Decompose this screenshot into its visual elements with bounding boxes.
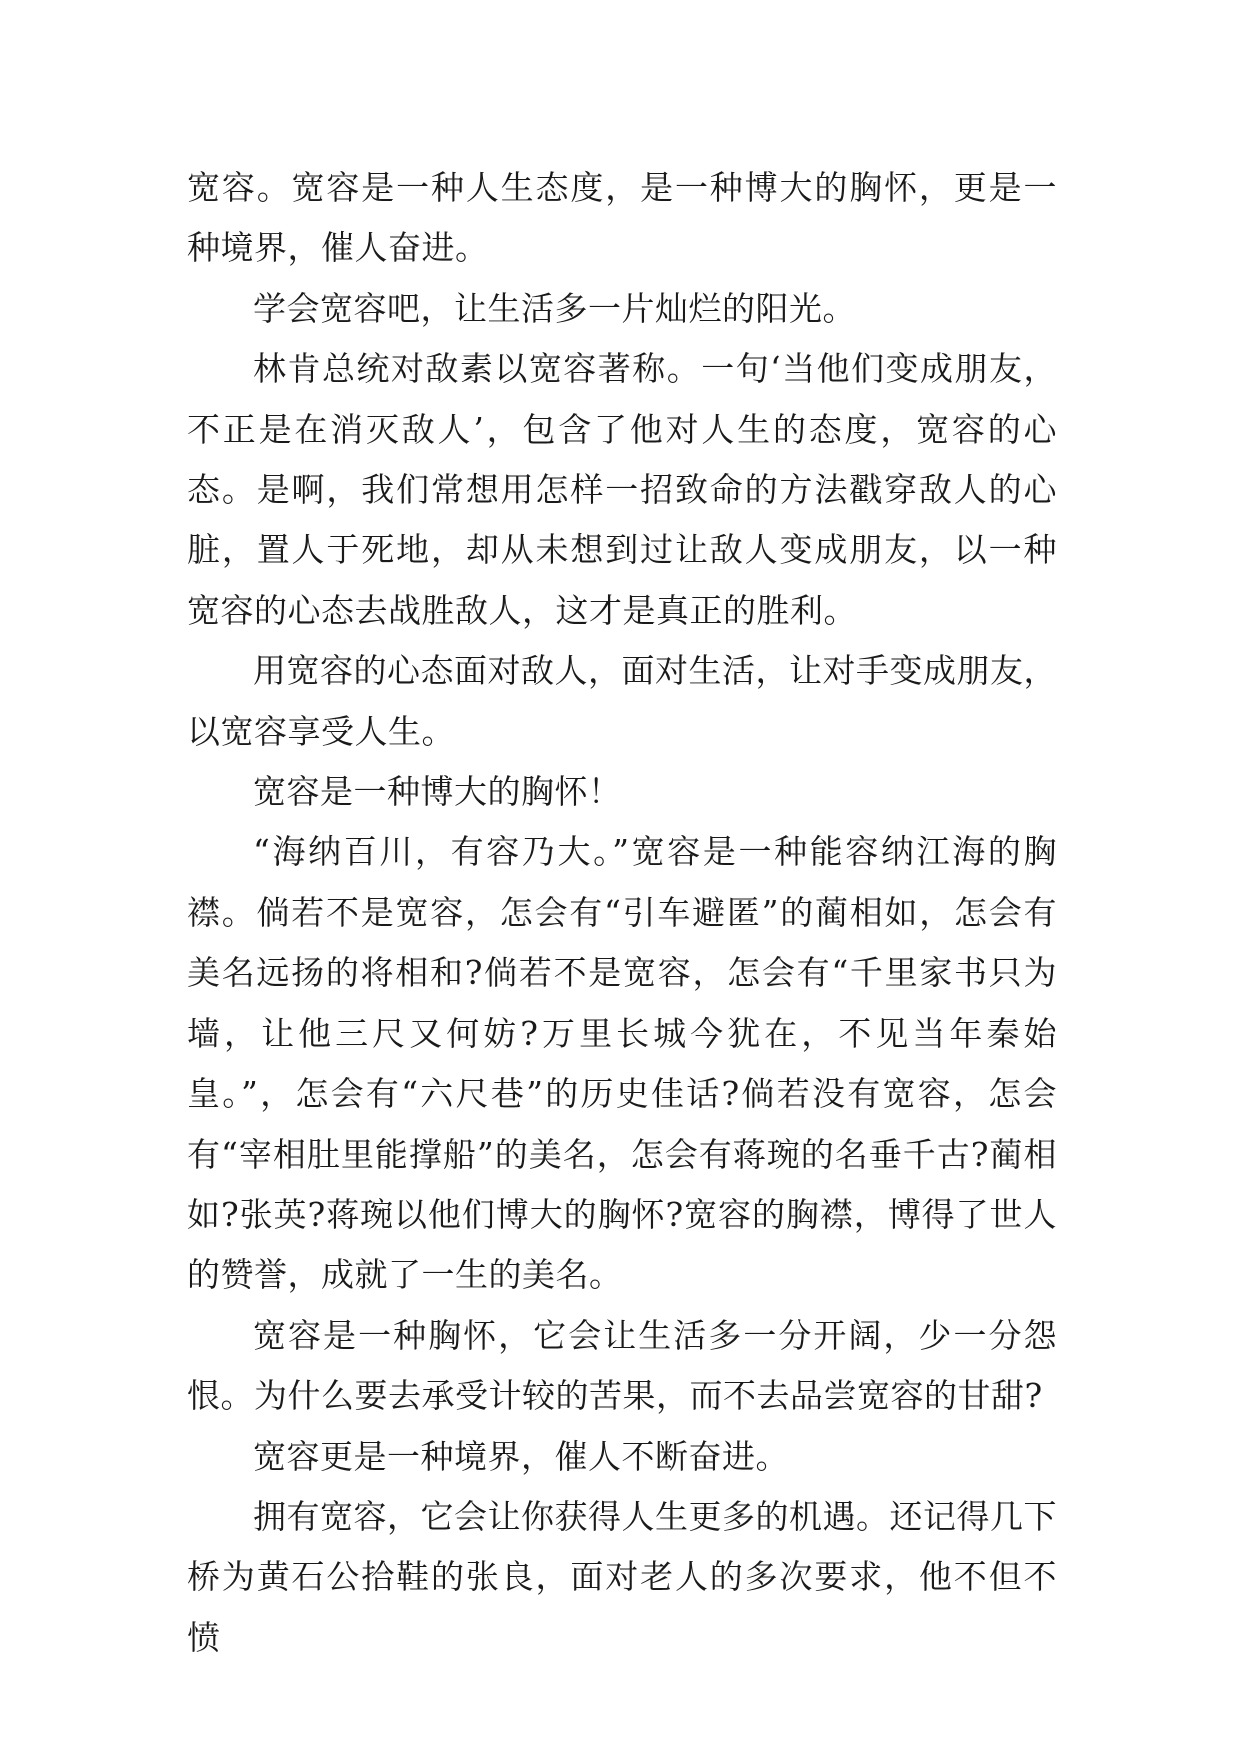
paragraph-2: 学会宽容吧，让生活多一片灿烂的阳光。 <box>253 288 856 328</box>
paragraph-9: 拥有宽容，它会让你获得人生更多的机遇。还记得几下桥为黄石公拾鞋的张良，面对老人的多次要求，他不但不愤 <box>187 1496 1057 1657</box>
paragraph-3: 林肯总统对敌素以宽容著称。一句‘当他们变成朋友，不正是在消灭敌人’，包含了他对人生的态度，宽容的心态。是啊，我们常想用怎样一招致命的方法戳穿敌人的心脏，置人于死地，却从未想到过让敌人变成朋友，以一种宽容的心态去战胜敌人，这才是真正的胜利。 <box>187 349 1057 630</box>
paragraph-4: 用宽容的心态面对敌人，面对生活，让对手变成朋友，以宽容享受人生。 <box>187 651 1057 751</box>
paragraph-1: 宽容。宽容是一种人生态度，是一种博大的胸怀，更是一种境界，催人奋进。 <box>187 168 1057 268</box>
paragraph-6: “海纳百川，有容乃大。”宽容是一种能容纳江海的胸襟。倘若不是宽容，怎会有“引车避匿”的蔺相如，怎会有美名远扬的将相和?倘若不是宽容，怎会有“千里家书只为墙，让他三尺又何妨?万里长城今犹在，不见当年秦始皇。”，怎会有“六尺巷”的历史佳话?倘若没有宽容，怎会有“宰相肚里能撑船”的美名，怎会有蒋琬的名垂千古?蔺相如?张英?蒋琬以他们博大的胸怀?宽容的胸襟，博得了世人的赞誉，成就了一生的美名。 <box>187 832 1057 1295</box>
paragraph-5: 宽容是一种博大的胸怀！ <box>253 772 622 812</box>
paragraph-7: 宽容是一种胸怀，它会让生活多一分开阔，少一分怨恨。为什么要去承受计较的苦果，而不去品尝宽容的甘甜? <box>187 1315 1057 1416</box>
article-body <box>187 158 1057 1668</box>
paragraph-8: 宽容更是一种境界，催人不断奋进。 <box>253 1436 789 1476</box>
